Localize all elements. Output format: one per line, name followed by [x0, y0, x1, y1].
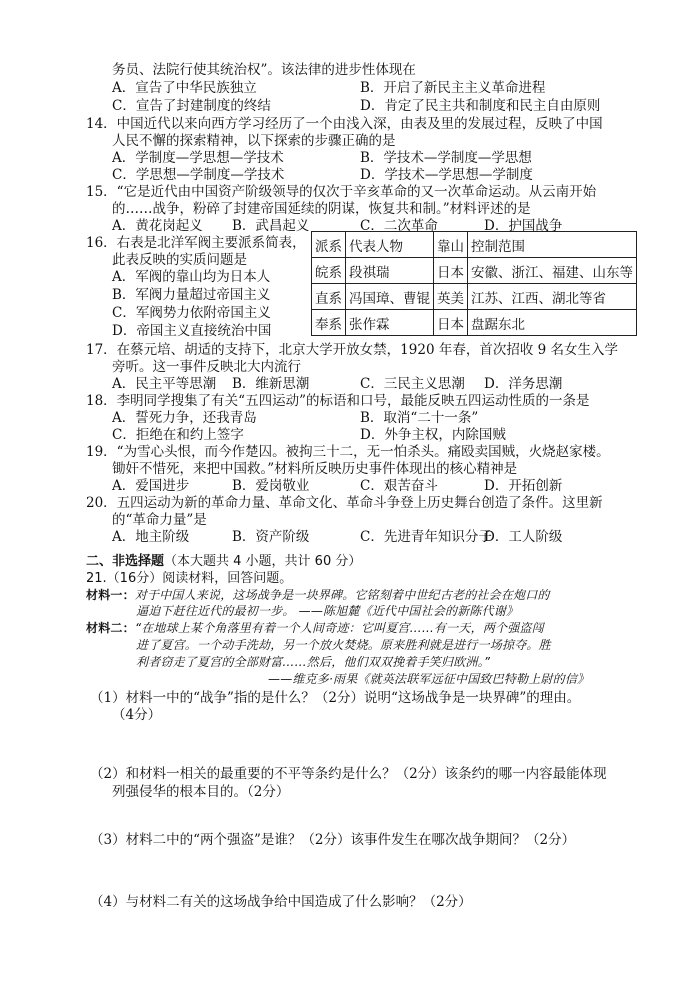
q20-option-d: D．工人阶级	[484, 529, 563, 545]
q17-stem-line1: 17．在蔡元培、胡适的支持下，北京大学开放女禁，1920 年春，首次招收 9 名女生入学	[86, 342, 618, 358]
q17-option-d: D．洋务思潮	[484, 376, 563, 392]
q14-option-b: B．学技术—学制度—学思想	[360, 150, 532, 166]
q15-option-c: C．二次革命	[360, 218, 438, 234]
q17-stem-line2: 旁听。这一事件反映北大内流行	[112, 359, 301, 375]
section-heading-title: 二、非选择题	[86, 554, 165, 569]
table-cell: 日本	[434, 258, 468, 284]
q21-sub2-line2: 列强侵华的根本目的。（2分）	[112, 784, 290, 800]
q18-option-c: C．拒绝在和约上签字	[112, 427, 244, 443]
table-cell: 日本	[434, 310, 468, 336]
table-cell: 英美	[434, 284, 468, 310]
material-2-source: ——维克多·雨果《就英法联军远征中国致巴特勒上尉的信》	[268, 672, 590, 686]
warlord-faction-table	[311, 231, 637, 336]
q21-sub1-line1: （1）材料一中的“战争”指的是什么？（2分）说明“这场战争是一块界碑”的理由。	[90, 690, 581, 706]
q20-option-a: A．地主阶级	[112, 529, 190, 545]
table-cell: 张作霖	[346, 310, 434, 336]
table-cell: 直系	[312, 284, 346, 310]
q18-option-a: A．誓死力争，还我青岛	[112, 410, 257, 426]
material-1-text: 对于中国人来说，这场战争是一块界碑。它铭刻着中世纪古老的社会在炮口的	[134, 588, 550, 602]
table-row	[312, 284, 637, 310]
q18-option-b: B．取消“二十一条”	[360, 410, 479, 426]
q14-stem-line1: 14．中国近代以来向西方学习经历了一个由浅入深，由表及里的发展过程，反映了中国	[86, 116, 603, 132]
q16-stem-line1: 16．右表是北洋军阀主要派系简表，	[86, 235, 306, 251]
q16-option-a: A．军阀的靠山均为日本人	[112, 269, 271, 285]
table-cell: 奉系	[312, 310, 346, 336]
q13-option-b: B．开启了新民主主义革命进程	[360, 80, 546, 96]
table-header-cell: 代表人物	[346, 232, 434, 258]
q15-option-b: B．武昌起义	[232, 218, 310, 234]
q18-stem-line1: 18．李明同学搜集了有关“五四运动”的标语和口号，最能反映五四运动性质的一条是	[86, 393, 590, 409]
q19-option-b: B．爱岗敬业	[232, 478, 310, 494]
material-1-label: 材料一：	[86, 588, 135, 602]
q15-stem-line1: 15．“它是近代由中国资产阶级领导的仅次于辛亥革命的又一次革命运动。从云南开始	[86, 184, 597, 200]
table-header-cell: 靠山	[434, 232, 468, 258]
q21-intro: 21.（16分）阅读材料，回答问题。	[86, 571, 293, 586]
q21-sub2-line1: （2）和材料一相关的最重要的不平等条约是什么？（2分）该条约的哪一内容最能体现	[90, 766, 607, 782]
table-row	[312, 258, 637, 284]
q17-option-c: C．三民主义思潮	[360, 376, 465, 392]
q14-option-a: A．学制度—学思想—学技术	[112, 150, 284, 166]
q14-option-d: D．学技术—学思想—学制度	[360, 167, 533, 183]
q19-option-c: C．艰苦奋斗	[360, 478, 438, 494]
q18-option-d: D．外争主权，内除国贼	[360, 427, 506, 443]
table-cell: 安徽、浙江、福建、山东等	[468, 258, 637, 284]
table-cell: 冯国璋、曹锟	[346, 284, 434, 310]
q16-option-b: B．军阀力量超过帝国主义	[112, 287, 271, 303]
table-cell: 段祺瑞	[346, 258, 434, 284]
table-cell: 江苏、江西、湖北等省	[468, 284, 637, 310]
q19-stem-line1: 19．“为雪心头恨，而今作楚囚。被拘三十二，无一怕杀头。痛殴卖国贼，火烧赵家楼。	[86, 444, 610, 460]
q20-option-b: B．资产阶级	[232, 529, 310, 545]
q15-option-d: D．护国战争	[484, 218, 563, 234]
q19-option-a: A．爱国进步	[112, 478, 190, 494]
q19-option-d: D．开拓创新	[484, 478, 563, 494]
section-heading-note: （本大题共 4 小题，共计 60 分）	[164, 554, 362, 569]
table-cell: 盘踞东北	[468, 310, 637, 336]
table-cell: 皖系	[312, 258, 346, 284]
material-2-line1	[86, 620, 544, 636]
material-1-line1	[86, 587, 550, 603]
table-header-cell: 派系	[312, 232, 346, 258]
q13-option-a: A．宣告了中华民族独立	[112, 80, 257, 96]
q16-option-d: D．帝国主义直接统治中国	[112, 323, 272, 339]
material-2-line3: 利者窃走了夏宫的全部财富……然后，他们双双挽着手笑归欧洲。”	[136, 655, 491, 669]
q14-stem-line2: 人民不懈的探索精神，以下探索的步骤正确的是	[112, 133, 396, 149]
section-heading	[86, 553, 361, 570]
q13-option-d: D．肯定了民主共和制度和民主自由原则	[360, 98, 601, 114]
q21-sub3: （3）材料二中的“两个强盗”是谁？（2分）该事件发生在哪次战争期间？（2分）	[90, 832, 576, 848]
q20-stem-line2: 的“革命力量”是	[112, 512, 207, 528]
q21-sub1-line2: （4分）	[112, 707, 162, 723]
q17-option-a: A．民主平等思潮	[112, 376, 217, 392]
q13-stem: 务员、法院行使其统治权”。该法律的进步性体现在	[112, 62, 416, 78]
table-row	[312, 310, 637, 336]
q15-stem-line2: 的……战争，粉碎了封建帝国延续的阴谋，恢复共和制。”材料评述的是	[112, 201, 531, 217]
q17-option-b: B．维新思潮	[232, 376, 310, 392]
material-1-line2: 逼迫下赶往近代的最初一步。 ——陈旭麓《近代中国社会的新陈代谢》	[136, 604, 519, 618]
q16-option-c: C．军阀势力依附帝国主义	[112, 305, 271, 321]
material-2-label: 材料二：	[86, 621, 135, 635]
q16-stem-line2: 此表反映的实质问题是	[112, 252, 247, 268]
table-header-row	[312, 232, 637, 258]
q20-stem-line1: 20．五四运动为新的革命力量、革命文化、革命斗争登上历史舞台创造了条件。这里新	[86, 495, 603, 511]
material-2-text: “在地球上某个角落里有着一个人间奇迹：它叫夏宫……有一天，两个强盗闯	[134, 621, 544, 635]
q20-option-c: C．先进青年知识分子	[360, 529, 492, 545]
q14-option-c: C．学思想—学制度—学技术	[112, 167, 285, 183]
q21-sub4: （4）与材料二有关的这场战争给中国造成了什么影响？（2分）	[90, 894, 472, 910]
table-header-cell: 控制范围	[468, 232, 637, 258]
q19-stem-line2: 锄奸不惜死，来把中国救。”材料所反映历史事件体现出的核心精神是	[112, 461, 518, 477]
material-2-line2: 进了夏宫。一个动手洗劫，另一个放火焚烧。原来胜利就是进行一场掠夺。胜	[136, 638, 551, 652]
q15-option-a: A．黄花岗起义	[112, 218, 203, 234]
q13-option-c: C．宣告了封建制度的终结	[112, 98, 271, 114]
